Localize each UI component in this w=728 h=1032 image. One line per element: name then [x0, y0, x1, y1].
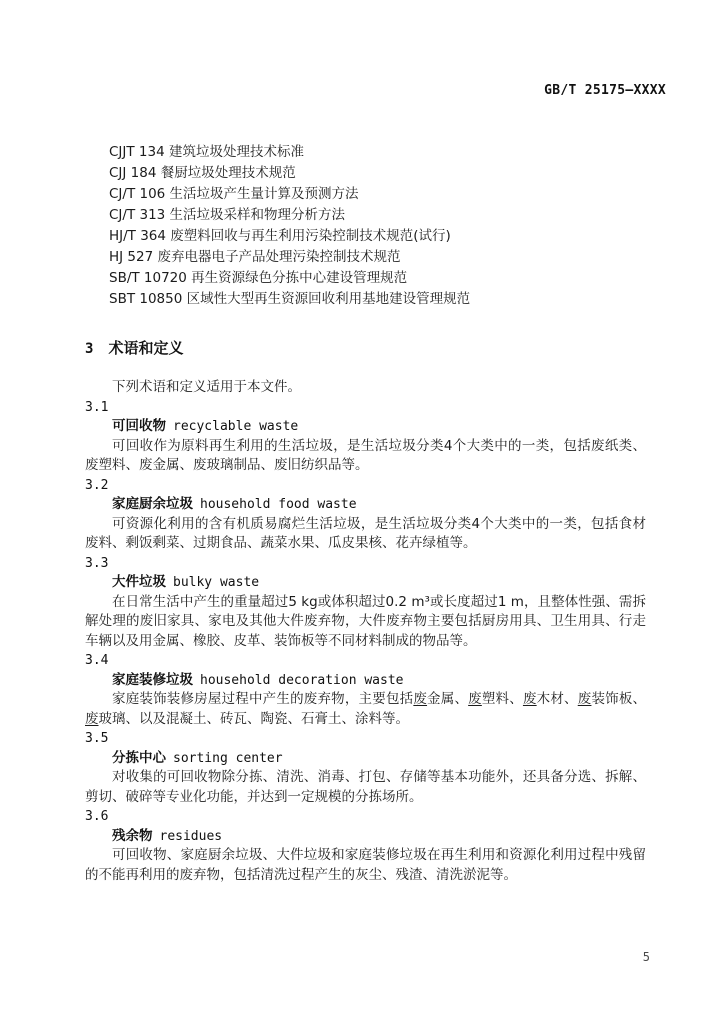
term-block-3-6	[85, 807, 646, 885]
page-number: 5	[642, 950, 650, 964]
term-title	[85, 749, 646, 769]
term-id: 3.6	[85, 809, 109, 824]
section-intro: 下列术语和定义适用于本文件。	[112, 379, 301, 395]
term-chinese: 可回收物	[112, 418, 166, 434]
term-title	[85, 671, 646, 691]
term-chinese: 家庭厨余垃圾	[112, 496, 193, 512]
section-number: 3	[85, 341, 94, 357]
page-content	[85, 142, 646, 885]
term-title	[85, 827, 646, 847]
term-id: 3.4	[85, 653, 109, 668]
term-chinese: 家庭装修垃圾	[112, 671, 193, 688]
term-id: 3.2	[85, 477, 109, 493]
term-english: household food waste	[200, 497, 357, 512]
section-title: 术语和定义	[108, 339, 184, 357]
reference-item: HJ 527 废弃电器电子产品处理污染控制技术规范	[109, 249, 401, 265]
reference-item: SB/T 10720 再生资源绿色分拣中心建设管理规范	[109, 270, 408, 286]
reference-item: SBT 10850 区域性大型再生资源回收利用基地建设管理规范	[109, 291, 471, 307]
term-definition: 可回收作为原料再生利用的生活垃圾，是生活垃圾分类4个大类中的一类，包括废纸类、废塑料、废金属、废玻璃制品、废旧纺织品等。	[85, 437, 646, 473]
term-title	[85, 417, 646, 437]
term-id: 3.5	[85, 731, 109, 746]
standard-number: GB/T 25175—XXXX	[544, 83, 666, 98]
term-block-3-2	[85, 476, 646, 554]
term-title	[85, 573, 646, 593]
term-chinese: 残余物	[112, 827, 153, 844]
term-english: household decoration waste	[200, 672, 404, 688]
term-english: recyclable waste	[173, 419, 299, 434]
term-title	[85, 495, 646, 515]
term-english: residues	[159, 828, 223, 844]
reference-item: CJ/T 313 生活垃圾采样和物理分析方法	[109, 207, 346, 223]
term-definition: 家庭装饰装修房屋过程中产生的废弃物，主要包括废金属、废塑料、废木材、废装饰板、废玻璃、以及混凝土、砖瓦、陶瓷、石膏土、涂料等。	[85, 691, 647, 727]
term-definition: 可回收物、家庭厨余垃圾、大件垃圾和家庭装修垃圾在再生利用和资源化利用过程中残留的不能再利用的废弃物，包括清洗过程产生的灰尘、残渣、清洗淤泥等。	[85, 847, 646, 883]
term-block-3-5	[85, 729, 646, 807]
term-english: bulky waste	[173, 575, 260, 590]
terms-list	[85, 398, 646, 886]
reference-item: CJ/T 106 生活垃圾产生量计算及预测方法	[109, 186, 359, 202]
references-list	[85, 142, 646, 310]
reference-item: CJJT 134 建筑垃圾处理技术标准	[109, 144, 304, 160]
term-id: 3.1	[85, 399, 109, 415]
term-chinese: 分拣中心	[112, 749, 166, 766]
term-id: 3.3	[85, 555, 109, 571]
reference-item: CJJ 184 餐厨垃圾处理技术规范	[109, 165, 296, 181]
term-block-3-3	[85, 554, 646, 652]
term-block-3-1	[85, 398, 646, 476]
section-heading	[85, 338, 646, 359]
term-definition: 在日常生活中产生的重量超过5 kg或体积超过0.2 m³或长度超过1 m，且整体性强、需拆解处理的废旧家具、家电及其他大件废弃物，大件废弃物主要包括厨房用具、卫生用具、行走车辆以及用金属、橡胶、皮革、装饰板等不同材料制成的物品等。	[85, 593, 646, 649]
term-english: sorting center	[173, 750, 283, 766]
term-definition: 可资源化利用的含有机质易腐烂生活垃圾，是生活垃圾分类4个大类中的一类，包括食材废料、剩饭剩菜、过期食品、蔬菜水果、瓜皮果核、花卉绿植等。	[85, 515, 646, 551]
term-block-3-4	[85, 651, 646, 729]
term-definition: 对收集的可回收物除分拣、清洗、消毒、打包、存储等基本功能外，还具备分选、拆解、剪切、破碎等专业化功能，并达到一定规模的分拣场所。	[85, 769, 646, 805]
term-chinese: 大件垃圾	[112, 574, 166, 590]
reference-item: HJ/T 364 废塑料回收与再生利用污染控制技术规范(试行)	[109, 228, 451, 244]
